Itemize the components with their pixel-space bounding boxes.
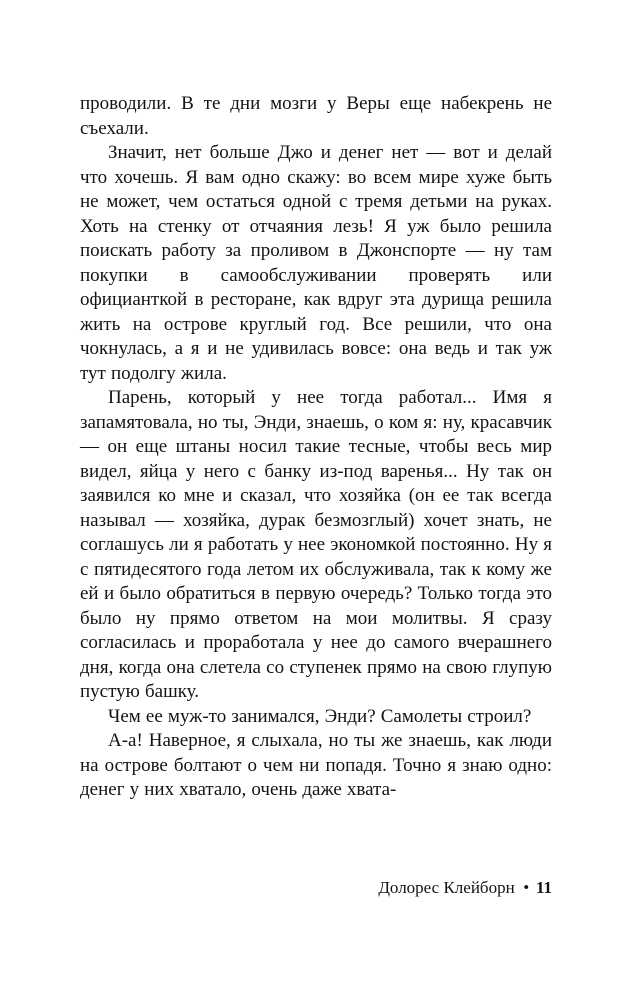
- page-number: 11: [535, 878, 552, 897]
- paragraph: проводили. В те дни мозги у Веры еще набекрень не съехали.: [80, 93, 552, 139]
- paragraph: Парень, который у нее тогда работал... Имя я запамятовала, но ты, Энди, знаешь, о ком я: ну, красавчик — он еще штаны носил такие тесные, чтобы весь мир видел, яйца у него с банку из-под варенья... Ну так он заявился ко мне и сказал, что хозяйка (он ее так всегда называл — хозяйка, дурак безмозглый) хочет знать, не соглашусь ли я работать у нее экономкой постоянно. Ну я с пятидесятого года летом их обслуживала, так к кому же ей и было обратиться в первую очередь? Только тогда это было ну прямо ответом на мои молитвы. Я сразу согласилась и проработала у нее до самого вчерашнего дня, когда она слетела со ступенек прямо на свою глупую пустую башку.: [80, 387, 552, 702]
- running-title: Долорес Клейборн: [378, 878, 515, 897]
- paragraph: Чем ее муж-то занимался, Энди? Самолеты строил?: [108, 705, 532, 727]
- paragraph: Значит, нет больше Джо и денег нет — вот и делай что хочешь. Я вам одно скажу: во всем мире хуже быть не может, чем остаться одной с тремя детьми на руках. Хоть на стенку от отчаяния лезь! Я уж было решила поискать работу за проливом в Джонспорте — ну там покупки в самообслуживании проверять или официанткой в ресторане, как вдруг эта дурища решила жить на острове круглый год. Все решили, что она чокнулась, а я и не удивилась вовсе: она ведь и так уж тут подолгу жила.: [80, 142, 552, 384]
- page-footer: [378, 878, 552, 898]
- page-text-block: [80, 92, 552, 803]
- paragraph: А-а! Наверное, я слыхала, но ты же знаешь, как люди на острове болтают о чем ни попадя. Точно я знаю одно: денег у них хватало, очень даже хвата-: [80, 730, 552, 800]
- footer-bullet-separator: •: [523, 880, 529, 896]
